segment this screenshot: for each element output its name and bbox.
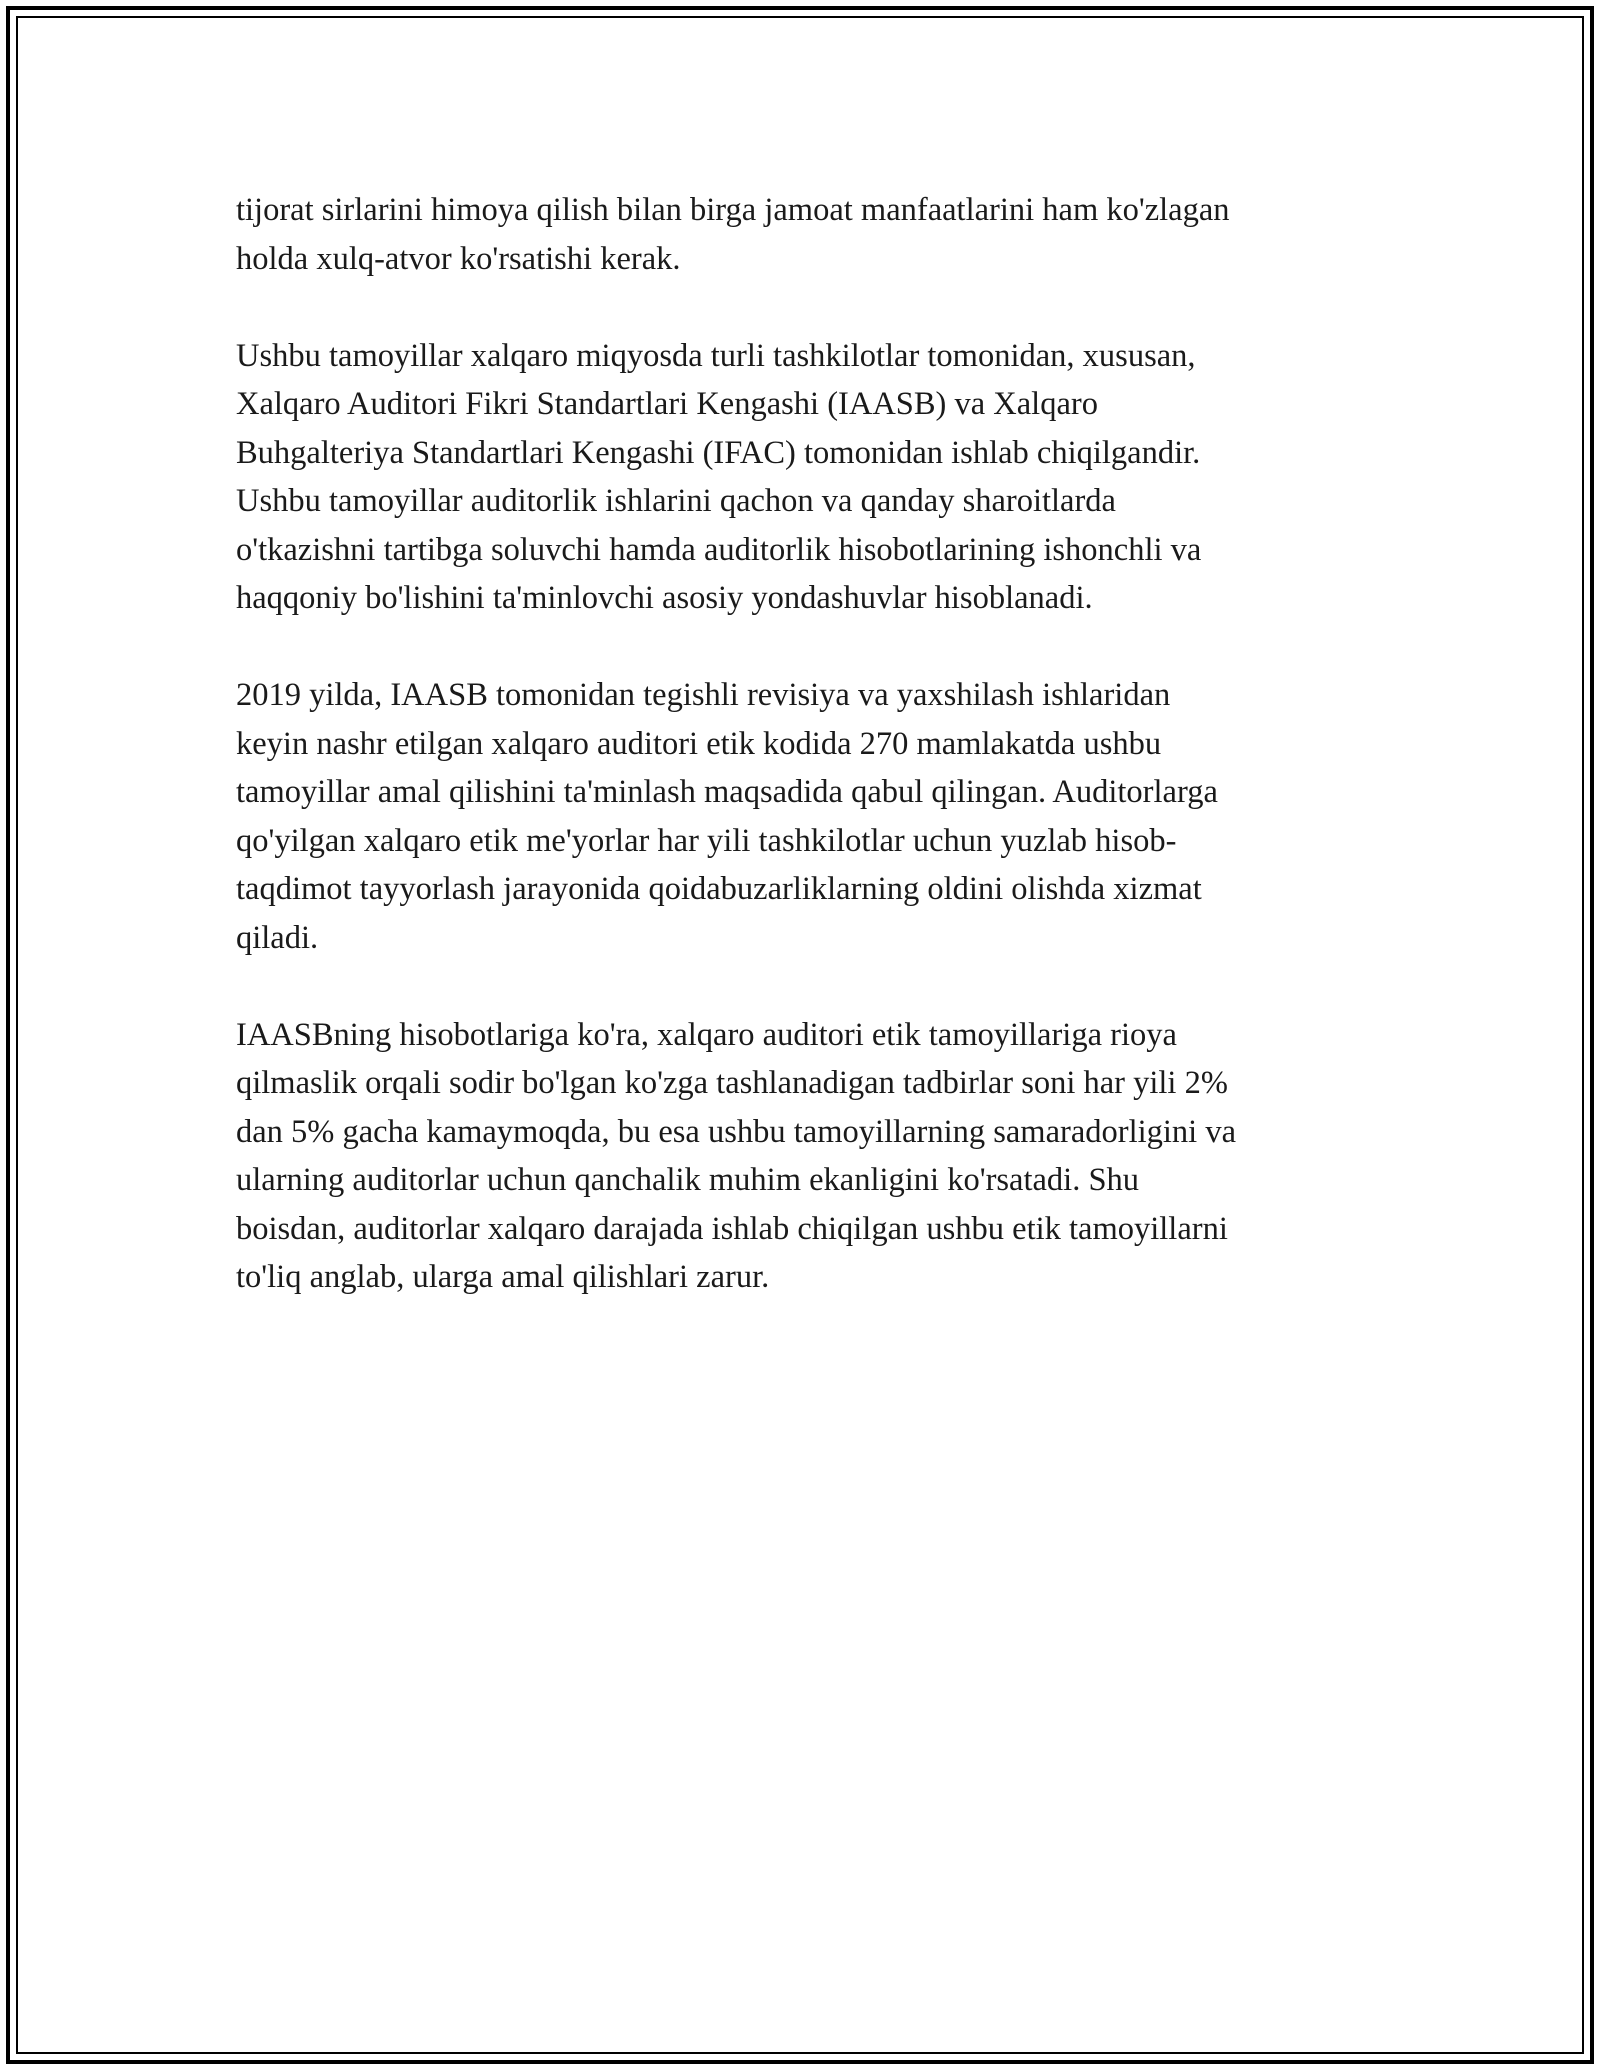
- document-body: [236, 186, 1386, 1350]
- paragraph-3: 2019 yilda, IAASB tomonidan tegishli revisiya va yaxshilash ishlaridan keyin nashr etilgan xalqaro auditori etik kodida 270 mamlakatda ushbu tamoyillar amal qilishini ta'minlash maqsadida qabul qilingan. Auditorlarga qo'yilgan xalqaro etik me'yorlar har yili tashkilotlar uchun yuzlab hisob- taqdimot tayyorlash jarayonida qoidabuzarliklarning oldini olishda xizmat qiladi.: [236, 677, 1218, 956]
- paragraph-2: Ushbu tamoyillar xalqaro miqyosda turli tashkilotlar tomonidan, xususan, Xalqaro Auditori Fikri Standartlari Kengashi (IAASB) va Xalqaro Buhgalteriya Standartlari Kengashi (IFAC) tomonidan ishlab chiqilgandir. Ushbu tamoyillar auditorlik ishlarini qachon va qanday sharoitlarda o'tkazishni tartibga soluvchi hamda auditorlik hisobotlarining ishonchli va haqqoniy bo'lishini ta'minlovchi asosiy yondashuvlar hisoblanadi.: [236, 337, 1202, 616]
- paragraph-1: tijorat sirlarini himoya qilish bilan birga jamoat manfaatlarini ham ko'zlagan holda xulq-atvor ko'rsatishi kerak.: [236, 192, 1230, 277]
- paragraph-4: IAASBning hisobotlariga ko'ra, xalqaro auditori etik tamoyillariga rioya qilmaslik orqali sodir bo'lgan ko'zga tashlanadigan tadbirlar soni har yili 2% dan 5% gacha kamaymoqda, bu esa ushbu tamoyillarning samaradorligini va ularning auditorlar uchun qanchalik muhim ekanligini ko'rsatadi. Shu boisdan, auditorlar xalqaro darajada ishlab chiqilgan ushbu etik tamoyillarni to'liq anglab, ularga amal qilishlari zarur.: [236, 1016, 1236, 1295]
